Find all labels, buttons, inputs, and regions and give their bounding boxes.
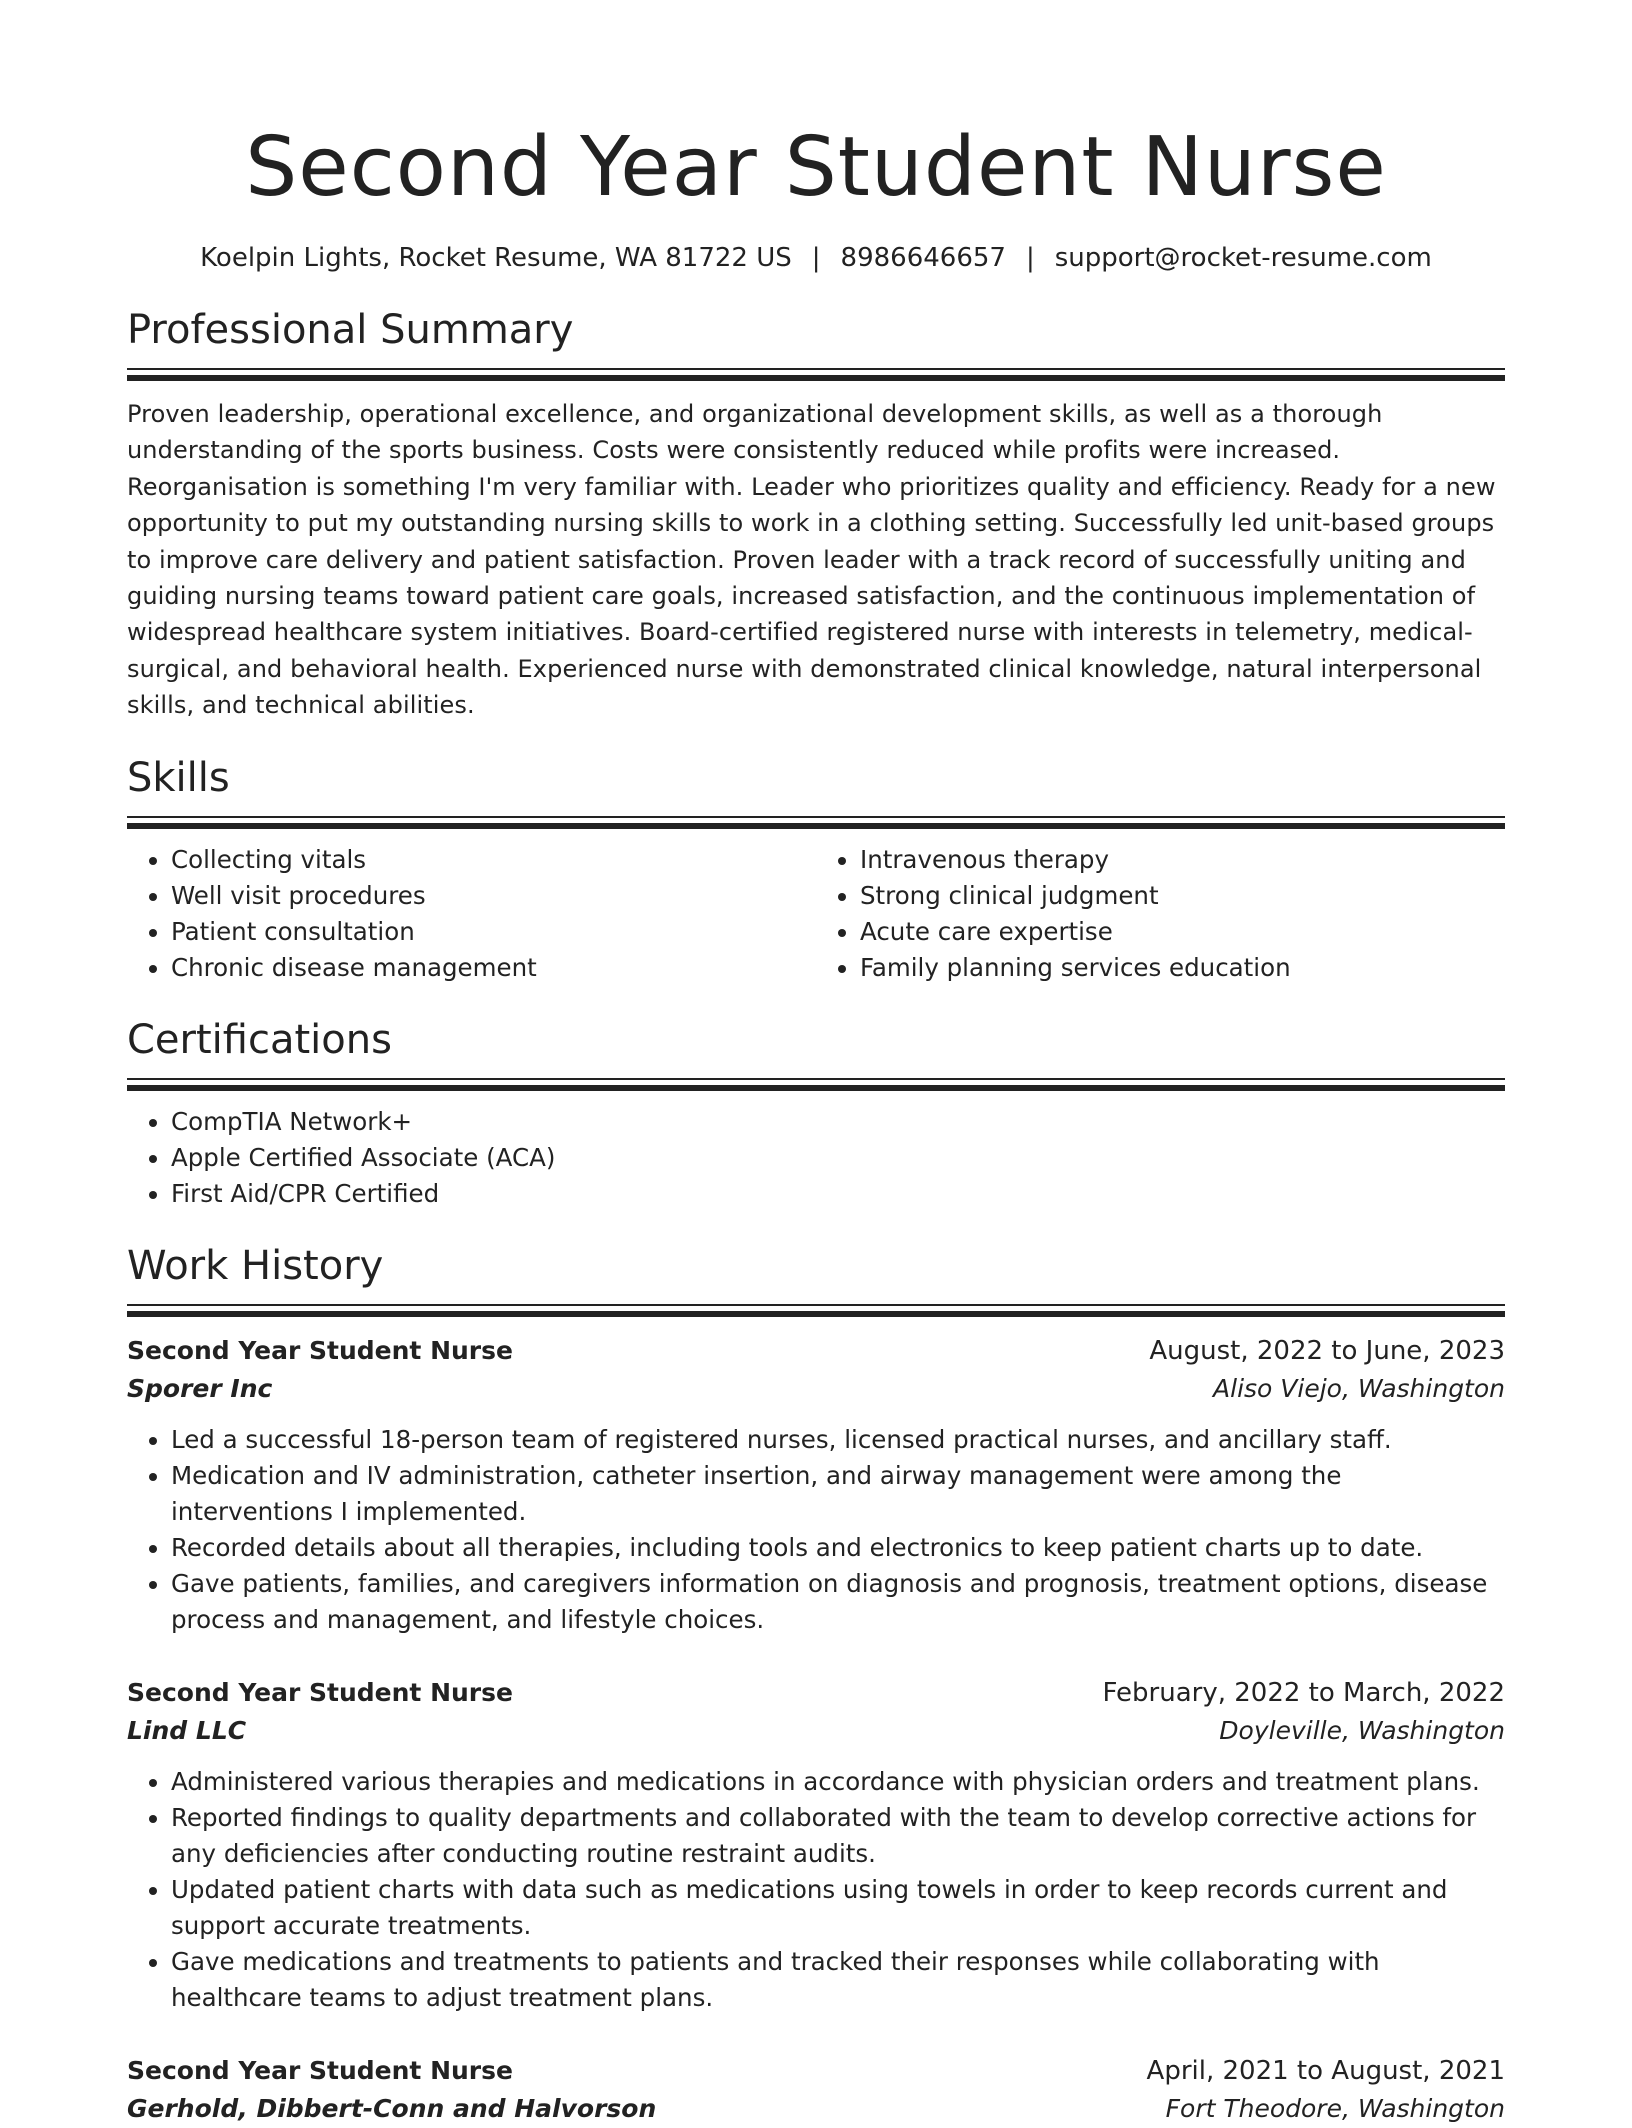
- job-subheader-row: [127, 2090, 1505, 2128]
- job-title: Second Year Student Nurse: [127, 2055, 513, 2085]
- skills-section: [127, 752, 1505, 986]
- job-bullet: • Reported findings to quality departments and collaborated with the team to develop corrective actions for any deficiencies after conducting routine restraint audits.: [171, 1800, 1505, 1872]
- section-divider: [127, 816, 1505, 830]
- summary-section: [127, 304, 1505, 724]
- job-company: Sporer Inc: [127, 1373, 273, 1403]
- job-bullet: • Recorded details about all therapies, including tools and electronics to keep patient charts up to date.: [171, 1530, 1505, 1566]
- section-divider: [127, 1304, 1505, 1318]
- section-title-work: Work History: [127, 1242, 384, 1289]
- job-bullets: [127, 1764, 1505, 2016]
- job-header-row: [127, 1332, 1505, 1370]
- job-bullet: • Gave medications and treatments to patients and tracked their responses while collaborating with healthcare teams to adjust treatment plans.: [171, 1944, 1505, 2016]
- section-divider: [127, 368, 1505, 382]
- job-subheader-row: [127, 1712, 1505, 1750]
- job-company: Gerhold, Dibbert-Conn and Halvorson: [127, 2093, 657, 2123]
- job-location: Doyleville, Washington: [1219, 1715, 1505, 1745]
- job-location: Aliso Viejo, Washington: [1213, 1373, 1505, 1403]
- skill-item: • Collecting vitals: [171, 842, 816, 878]
- job-entry: [127, 2052, 1505, 2128]
- job-location: Fort Theodore, Washington: [1165, 2093, 1505, 2123]
- skill-item: • Acute care expertise: [860, 914, 1505, 950]
- job-subheader-row: [127, 1370, 1505, 1408]
- contact-address: Koelpin Lights, Rocket Resume, WA 81722 US: [200, 243, 792, 273]
- job-header-row: [127, 2052, 1505, 2090]
- resume-name: Second Year Student Nurse: [245, 120, 1387, 215]
- job-title: Second Year Student Nurse: [127, 1335, 513, 1365]
- skill-item: • Strong clinical judgment: [860, 878, 1505, 914]
- contact-line: [127, 240, 1505, 276]
- skill-item: • Well visit procedures: [171, 878, 816, 914]
- section-title-summary: Professional Summary: [127, 307, 574, 353]
- certification-item: • First Aid/CPR Certified: [171, 1176, 1505, 1212]
- skill-item: • Family planning services education: [860, 950, 1505, 986]
- work-section: [127, 1240, 1505, 2128]
- job-dates: February, 2022 to March, 2022: [1102, 1677, 1505, 1708]
- contact-separator: |: [1025, 243, 1035, 273]
- job-company: Lind LLC: [127, 1715, 247, 1745]
- skill-item: • Intravenous therapy: [860, 842, 1505, 878]
- contact-separator: |: [811, 243, 821, 273]
- skills-grid: [127, 830, 1505, 986]
- certifications-section: [127, 1014, 1505, 1212]
- certifications-list: [127, 1104, 1505, 1212]
- job-entry: [127, 1674, 1505, 2016]
- job-bullet: • Gave patients, families, and caregivers information on diagnosis and prognosis, treatment options, disease process and management, and lifestyle choices.: [171, 1566, 1505, 1638]
- skill-item: • Patient consultation: [171, 914, 816, 950]
- job-header-row: [127, 1674, 1505, 1712]
- job-bullet: • Administered various therapies and medications in accordance with physician orders and treatment plans.: [171, 1764, 1505, 1800]
- contact-email[interactable]: support@rocket-resume.com: [1054, 243, 1432, 273]
- certification-item: • Apple Certified Associate (ACA): [171, 1140, 1505, 1176]
- job-title: Second Year Student Nurse: [127, 1677, 513, 1707]
- job-entry: [127, 1332, 1505, 1638]
- skill-item: • Chronic disease management: [171, 950, 816, 986]
- job-bullet: • Led a successful 18-person team of registered nurses, licensed practical nurses, and ancillary staff.: [171, 1422, 1505, 1458]
- skills-list-left: [127, 842, 816, 986]
- section-title-skills: Skills: [127, 754, 230, 801]
- skills-list-right: [816, 842, 1505, 986]
- job-bullet: • Medication and IV administration, catheter insertion, and airway management were among the interventions I implemented.: [171, 1458, 1505, 1530]
- job-dates: August, 2022 to June, 2023: [1149, 1335, 1505, 1366]
- job-bullet: • Updated patient charts with data such as medications using towels in order to keep records current and support accurate treatments.: [171, 1872, 1505, 1944]
- section-title-certifications: Certifications: [127, 1016, 392, 1063]
- summary-text: Proven leadership, operational excellence, and organizational development skills, as well as a thorough understanding of the sports business. Costs were consistently reduced while profits were increased. Reorganisation is something I'm very familiar with. Leader who prioritizes quality and efficiency. Ready for a new opportunity to put my outstanding nursing skills to work in a clothing setting. Successfully led unit-based groups to improve care delivery and patient satisfaction. Proven leader with a track record of successfully uniting and guiding nursing teams toward patient care goals, increased satisfaction, and the continuous implementation of widespread healthcare system initiatives. Board-certified registered nurse with interests in telemetry, medical-surgical, and behavioral health. Experienced nurse with demonstrated clinical knowledge, natural interpersonal skills, and technical abilities.: [127, 400, 1496, 720]
- job-bullets: [127, 1422, 1505, 1638]
- certification-item: • CompTIA Network+: [171, 1104, 1505, 1140]
- contact-phone: 8986646657: [840, 243, 1006, 273]
- section-divider: [127, 1078, 1505, 1092]
- job-dates: April, 2021 to August, 2021: [1146, 2055, 1505, 2086]
